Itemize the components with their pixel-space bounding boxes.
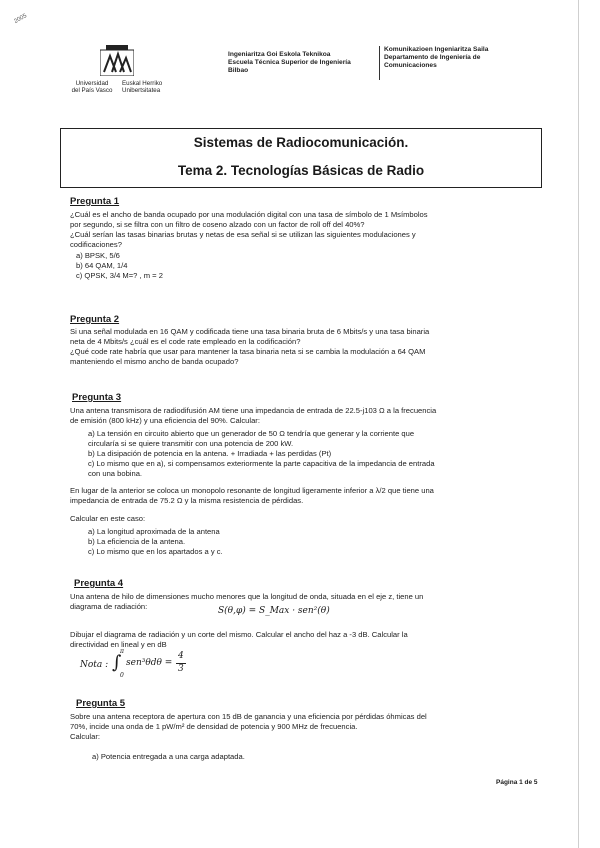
question-3-text: Una antena transmisora de radiodifusión AM tiene una impedancia de entrada de 22.5-j103 Ω a la frecuencia de emisión (800 kHz) y una eficiencia del 90%. Calcular: xyxy=(70,406,437,425)
radiation-formula: S(θ,φ) = S_Max · sen²(θ) xyxy=(218,606,330,616)
question-4-text: Una antena de hilo de dimensiones mucho menores que la longitud de onda, situada en el eje z, tiene un diagrama de radiación: xyxy=(70,592,424,611)
question-2-text: Si una señal modulada en 16 QAM y codificada tiene una tasa binaria bruta de 6 Mbits/s y una tasa binaria neta de 4 Mbits/s ¿cuál es el code rate empleado en la codificación? ¿Qué code rate habría que usar para mantener la tasa binaria neta si se cambia la modulación a 64 QAM manteniendo el mismo ancho de banda ocupado? xyxy=(70,327,430,366)
question-3-text-2: En lugar de la anterior se coloca un monopolo resonante de longitud ligeramente inferior a λ/2 que tiene una impedancia de entrada de 75.2 Ω y la misma resistencia de pérdidas. xyxy=(70,486,434,505)
question-3-items-2: a) La longitud aproximada de la antena b) La eficiencia de la antena. c) Lo mismo que en los apartados a y c. xyxy=(88,527,223,556)
course-title: Sistemas de Radiocomunicación. xyxy=(193,135,409,150)
question-5-text: Sobre una antena receptora de apertura con 15 dB de ganancia y una eficiencia por pérdidas óhmicas del 70%, incide una onda de 1 pW/m² de densidad de potencia y 900 MHz de frecuencia. Calcular: xyxy=(70,712,427,741)
department-name: Komunikazioen Ingeniaritza Saila Departamento de Ingeniería de Comunicaciones xyxy=(384,46,489,69)
header-divider xyxy=(379,46,380,80)
note-label: Nota : xyxy=(80,660,109,670)
page-number: Página 1 de 5 xyxy=(496,779,538,786)
university-name-es: Universidad del País Vasco xyxy=(71,80,113,94)
title-box xyxy=(60,128,542,188)
university-name-eu: Euskal Herriko Unibertsitatea xyxy=(122,80,163,94)
question-2-heading: Pregunta 2 xyxy=(70,314,120,325)
question-3-heading: Pregunta 3 xyxy=(72,392,122,403)
question-3-items: a) La tensión en circuito abierto que un generador de 50 Ω tendría que generar y la corriente que circularía si se quiere transmitir con una potencia de 200 kW. b) La disipación de potencia en la antena. + Irradiada + las perdidas (Pt) c) Lo mismo que en a), si compensamos exteriormente la parte capacitiva de la impedancia de entrada con una bobina. xyxy=(88,429,435,478)
question-3-calc: Calcular en este caso: xyxy=(70,514,146,523)
corner-mark: 2005 xyxy=(13,13,28,25)
question-1-text: ¿Cuál es el ancho de banda ocupado por una modulación digital con una tasa de símbolo de 1 Msímbolos por segundo, si se filtra con un filtro de coseno alzado con un factor de roll off del 40%? ¿Cuál serían las tasas binarias brutas y netas de esa señal si se utilizan las siguientes modulaciones y codificaciones? xyxy=(70,210,428,249)
question-1-options: a) BPSK, 5/6 b) 64 QAM, 1/4 c) QPSK, 3/4 M=? , m = 2 xyxy=(76,251,163,280)
school-name: Ingeniaritza Goi Eskola Teknikoa Escuela Técnica Superior de Ingeniería Bilbao xyxy=(228,51,351,74)
scan-edge xyxy=(578,0,579,848)
question-1-heading: Pregunta 1 xyxy=(70,196,120,207)
topic-title: Tema 2. Tecnologías Básicas de Radio xyxy=(177,163,425,178)
question-4-heading: Pregunta 4 xyxy=(74,578,124,589)
question-5-items: a) Potencia entregada a una carga adaptada. xyxy=(92,752,245,761)
question-4-text-2: Dibujar el diagrama de radiación y un corte del mismo. Calcular el ancho del haz a -3 dB. Calcular la directividad en lineal y en dB xyxy=(70,630,408,649)
university-logo xyxy=(100,44,134,76)
question-5-heading: Pregunta 5 xyxy=(76,698,126,709)
integral-formula: ∫ π 0 sen³θdθ = 4 3 xyxy=(112,650,202,684)
